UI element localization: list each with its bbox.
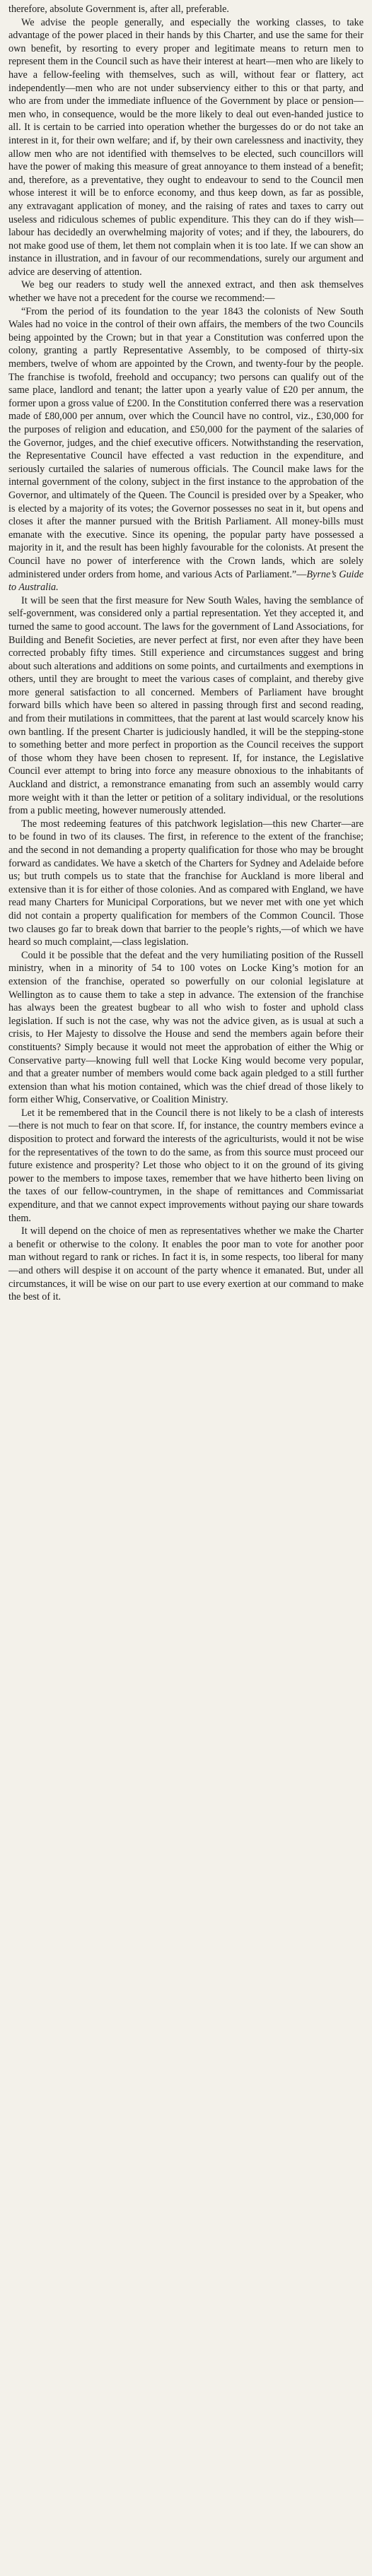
- paragraph-closing: It will depend on the choice of men as representatives whether we make the Charter a benefit or otherwise to the colony. It enables the poor man to vote for another poor man without regard to rank or riches. In fact it is, in some respects, too liberal for many—and others will despise it on account of the party whence it emanated. But, under all circumstances, it will be wise on our part to use every exertion at our command to make the best of it.: [8, 1225, 364, 1303]
- paragraph-council-interests: Let it be remembered that in the Council there is not likely to be a clash of interests—there is not much to fear on that score. If, for instance, the country members evince a disposition to protect and forward the interests of the agriculturists, would it not be wise for the representatives of the town to do the same, as from this source must proceed our future existence and prosperity? Let those who object to it on the ground of its giving power to the members to impose taxes, remember that we have hitherto been living on the taxes of our fellow-countrymen, in the shape of remittances and Commissariat expenditure, and that we cannot expect improvements without paying our share towards them.: [8, 1107, 364, 1224]
- quoted-extract-text: “From the period of its foundation to the year 1843 the colonists of New South Wales had no voice in the control of their own affairs, the members of the two Councils being appointed by the Crown; but in that year a Constitution was conferred upon the colony, granting a partly Representative Assembly, to be composed of thirty-six members, twelve of whom are appointed by the Crown, and twenty-four by the people. The franchise is twofold, freehold and occupancy; two persons can qualify out of the same place, landlord and tenant; the latter upon a yearly value of £20 per annum, the former upon a gross value of £200. In the Constitution conferred there was a reservation made of £80,000 per annum, over which the Council have no control, viz., £30,000 for the purposes of religion and education, and £50,000 for the payment of the salaries of the Governor, judges, and the chief executive officers. Notwithstanding the reservation, the Representative Council have effected a vast reduction in the expenditure, and seriously curtailed the salaries of numerous officials. The Council make laws for the internal government of the colony, subject in the first instance to the approbation of the Governor, and ultimately of the Queen. The Council is presided over by a Speaker, who is elected by a majority of its votes; the Governor possesses no seat in it, but opens and closes it after the manner pursued with the British Parliament. All money-bills must emanate with the executive. Since its opening, the popular party have possessed a majority in it, and the result has been highly favourable for the colonists. At present the Council have no power of interference with the Crown lands, which are solely administered under orders from home, and various Acts of Parliament.”: [8, 305, 364, 580]
- paragraph-russell-ministry: Could it be possible that the defeat and the very humiliating position of the Russell ministry, when in a minority of 54 to 100 votes on Locke King’s motion for an extension of the franchise, operated so powerfully on our colonial legislature at Wellington as to cause them to take a step in advance. The extension of the franchise has always been the greatest bugbear to all who wish to foster and uphold class legislation. If such is not the case, why was not the advice given, as is usual at such a crisis, to Her Majesty to dissolve the House and send the members again before their constituents? Simply because it would not meet the approbation of either the Whig or Conservative party—knowing full well that Locke King would become very popular, and that a greater number of members would come back again pledged to a still further extension than what his motion contained, which was the chief dread of those likely to form either Whig, Conservative, or Coalition Ministry.: [8, 949, 364, 1106]
- article-body: [8, 3, 364, 1304]
- paragraph-redeeming-features: The most redeeming features of this patchwork legislation—this new Charter—are to be found in two of its clauses. The first, in reference to the extent of the franchise; and the second in not demanding a property qualification for those who may be brought forward as candidates. We have a sketch of the Charters for Sydney and Adelaide before us; but truth compels us to state that the franchise for Auckland is more liberal and extensive than it is for either of those colonies. And as compared with England, we have read many Charters for Municipal Corporations, but we never met with one yet which did not contain a property qualification for members of the Common Council. Those two clauses go far to break down that barrier to the people’s rights,—of which we have heard so much complaint,—class legislation.: [8, 818, 364, 948]
- quoted-extract-source: Byrne’s Guide to Australia.: [8, 568, 364, 594]
- paragraph-precedent: It will be seen that the first measure for New South Wales, having the semblance of self-government, was considered only a partial representation. Yet they accepted it, and turned the same to good account. The laws for the government of Land Associations, for Building and Benefit Societies, are never perfect at first, nor even after they have been corrected probably fifty times. Still experience and circumstances suggest and bring about such alterations and additions on some points, and curtailments and exemptions in others, until they are brought to meet the various cases of complaint, and thereby give more general satisfaction to all concerned. Members of Parliament have brought forward bills which have been so altered in passing through first and second reading, and from their mutilations in committees, that the parent at last would scarcely know his own bantling. If the present Charter is judiciously handled, it will be the stepping-stone to something better and more perfect in proportion as the Council receives the support of those whom they have been chosen to represent. If, for instance, the Legislative Council ever attempt to bring into force any measure obnoxious to the inhabitants of Auckland and district, a remonstrance emanating from such an assembly would carry more weight with it than the letter or petition of a solitary individual, or the resolutions from a public meeting, however numerously attended.: [8, 594, 364, 817]
- paragraph-opening: therefore, absolute Government is, after all, preferable.: [8, 4, 229, 15]
- quoted-extract: “From the period of its foundation to the year 1843 the colonists of New South Wales had no voice in the control of their own affairs, the members of the two Councils being appointed by the Crown; but in that year a Constitution was conferred upon the colony, granting a partly Representative Assembly, to be composed of thirty-six members, twelve of whom are appointed by the Crown, and twenty-four by the people. The franchise is twofold, freehold and occupancy; two persons can qualify out of the same place, landlord and tenant; the latter upon a yearly value of £20 per annum, the former upon a gross value of £200. In the Constitution conferred there was a reservation made of £80,000 per annum, over which the Council have no control, viz., £30,000 for the purposes of religion and education, and £50,000 for the payment of the salaries of the Governor, judges, and the chief executive officers. Notwithstanding the reservation, the Representative Council have effected a vast reduction in the expenditure, and seriously curtailed the salaries of numerous officials. The Council make laws for the internal government of the colony, subject in the first instance to the approbation of the Governor, and ultimately of the Queen. The Council is presided over by a Speaker, who is elected by a majority of its votes; the Governor possesses no seat in it, but opens and closes it after the manner pursued with the British Parliament. All money-bills must emanate with the executive. Since its opening, the popular party have possessed a majority in it, and the result has been highly favourable for the colonists. At present the Council have no power of interference with the Crown lands, which are solely administered under orders from home, and various Acts of Parliament.”—Byrne’s Guide to Australia.: [8, 305, 364, 594]
- paragraph-extract-intro: We beg our readers to study well the annexed extract, and then ask themselves whether we have not a precedent for the course we recommend:—: [8, 279, 364, 305]
- paragraph-advice: We advise the people generally, and especially the working classes, to take advantage of the power placed in their hands by this Charter, and use the same for their own benefit, by resorting to every proper and legitimate means to return men to represent them in the Council such as have their interest at heart—men who are likely to have a fellow-feeling with themselves, such as will, without fear or flattery, act independently—men who are not under subserviency either to this or that party, and who are from under the immediate influence of the Government by place or pension—men who, in consequence, would be the more likely to deal out even-handed justice to all. It is certain to be carried into operation whether the burgesses do or do not take an interest in it, for their own welfare; and if, by their own carelessness and inactivity, they allow men who are not identified with themselves to be elected, such councillors will have the power of making this measure of great annoyance to them instead of a benefit; and, therefore, as a preventative, they ought to endeavour to send to the Council men whose interest it will be to enforce economy, and thus keep down, as far as possible, any extravagant application of money, and the raising of rates and taxes to carry out useless and ridiculous schemes of public expenditure. This they can do if they wish—labour has decidedly an overwhelming majority of votes; and if they, the labourers, do not make good use of them, let them not complain when it is too late. If we can show an instance in illustration, and in favour of our recommendations, surely our argument and advice are deserving of attention.: [8, 16, 364, 278]
